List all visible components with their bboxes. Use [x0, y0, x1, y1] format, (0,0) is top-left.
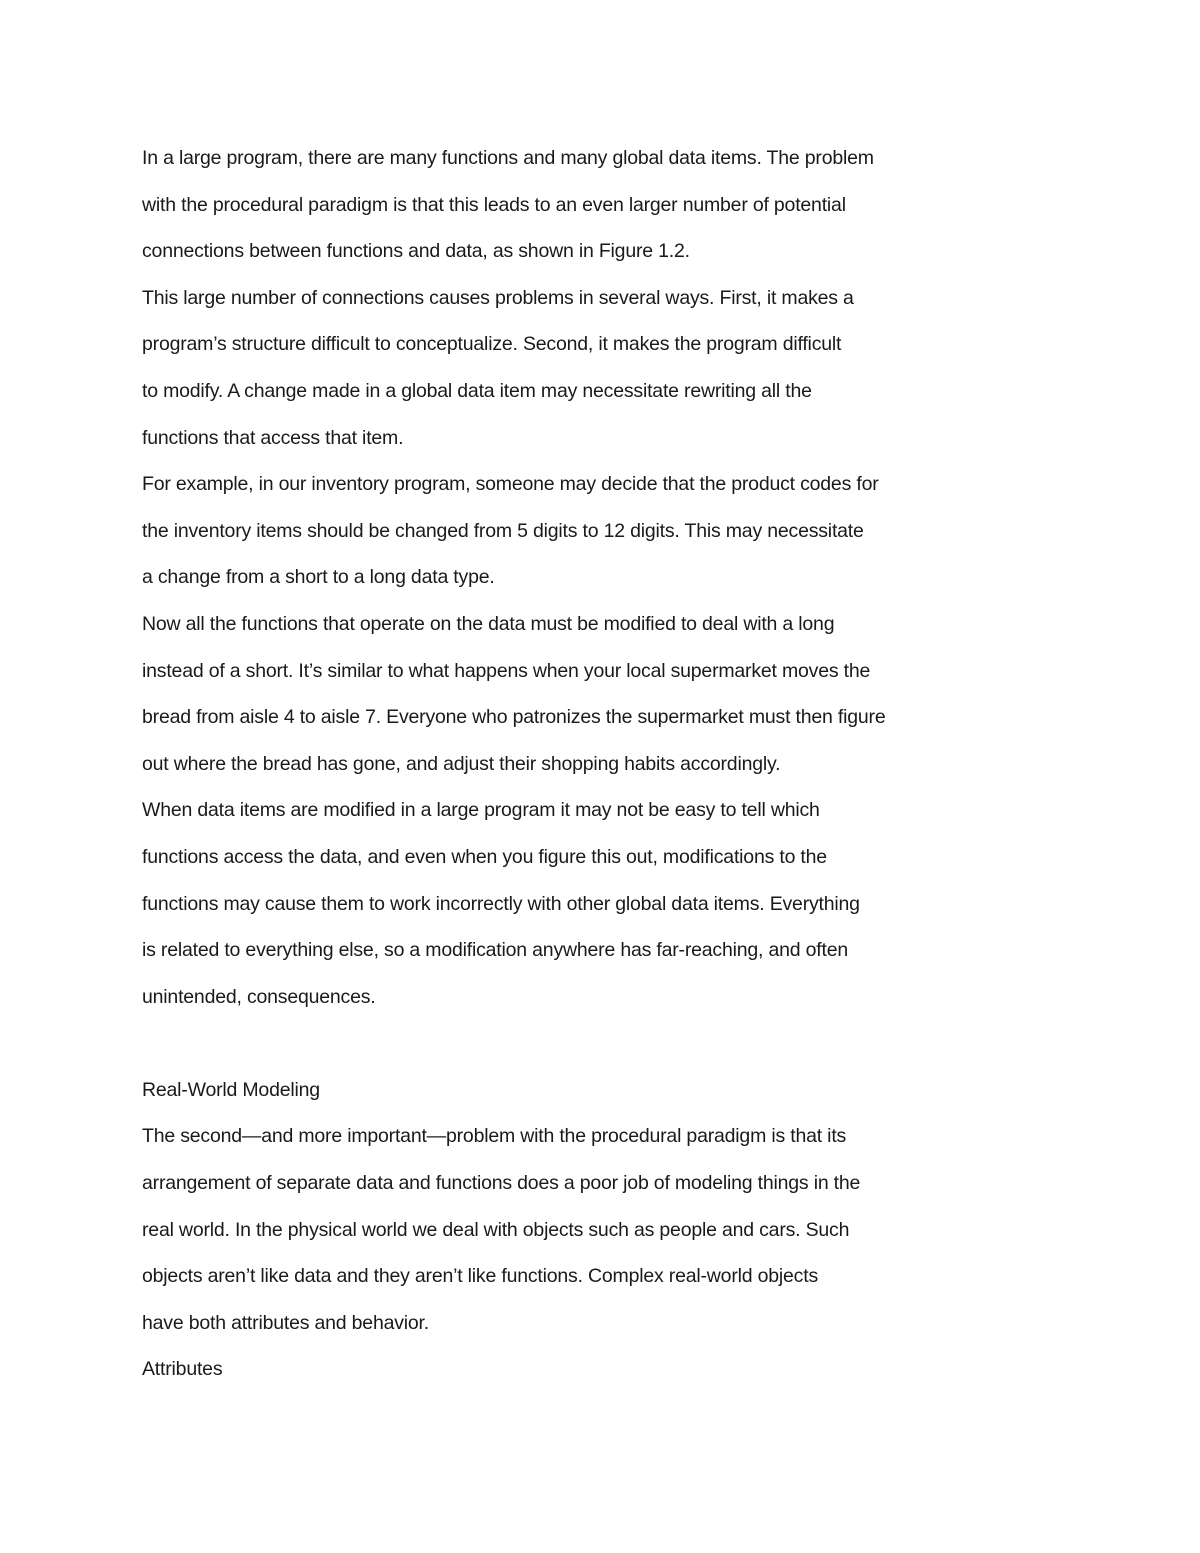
paragraph-supermarket: [142, 601, 1042, 787]
text-line: is related to everything else, so a modification anywhere has far-reaching, and often: [142, 939, 848, 962]
document-body: [142, 135, 1042, 1393]
text-line: to modify. A change made in a global data item may necessitate rewriting all the: [142, 379, 812, 402]
text-line: out where the bread has gone, and adjust their shopping habits accordingly.: [142, 752, 781, 775]
paragraph-problems: [142, 275, 1042, 461]
paragraph-modifications: [142, 787, 1042, 1020]
text-line: the inventory items should be changed from 5 digits to 12 digits. This may necessitate: [142, 519, 864, 542]
text-line: instead of a short. It’s similar to what happens when your local supermarket moves the: [142, 659, 871, 682]
paragraph-connections: [142, 135, 1042, 275]
text-line: functions may cause them to work incorrectly with other global data items. Everything: [142, 892, 860, 915]
text-line: connections between functions and data, as shown in Figure 1.2.: [142, 240, 690, 263]
text-line: Now all the functions that operate on the data must be modified to deal with a long: [142, 612, 835, 635]
blank-line: [142, 1020, 1042, 1067]
text-line: arrangement of separate data and functions does a poor job of modeling things in the: [142, 1172, 861, 1195]
text-line: functions that access that item.: [142, 426, 404, 449]
text-line: have both attributes and behavior.: [142, 1311, 429, 1334]
heading-real-world-modeling: Real-World Modeling: [142, 1078, 320, 1101]
text-line: This large number of connections causes problems in several ways. First, it makes a: [142, 286, 854, 309]
text-line: functions access the data, and even when you figure this out, modifications to the: [142, 845, 827, 868]
text-line: bread from aisle 4 to aisle 7. Everyone who patronizes the supermarket must then figure: [142, 706, 886, 729]
paragraph-real-world: [142, 1113, 1042, 1346]
text-line: real world. In the physical world we deal with objects such as people and cars. Such: [142, 1218, 850, 1241]
paragraph-example: [142, 461, 1042, 601]
text-line: with the procedural paradigm is that this leads to an even larger number of potential: [142, 193, 846, 216]
text-line: For example, in our inventory program, someone may decide that the product codes for: [142, 473, 879, 496]
text-line: unintended, consequences.: [142, 985, 376, 1008]
text-line: objects aren’t like data and they aren’t like functions. Complex real-world objects: [142, 1265, 819, 1288]
text-line: When data items are modified in a large program it may not be easy to tell which: [142, 799, 820, 822]
text-line: The second—and more important—problem with the procedural paradigm is that its: [142, 1125, 847, 1148]
heading-attributes: Attributes: [142, 1358, 223, 1381]
text-line: In a large program, there are many functions and many global data items. The problem: [142, 147, 874, 169]
text-line: program’s structure difficult to conceptualize. Second, it makes the program difficult: [142, 333, 842, 356]
text-line: a change from a short to a long data type.: [142, 566, 495, 589]
